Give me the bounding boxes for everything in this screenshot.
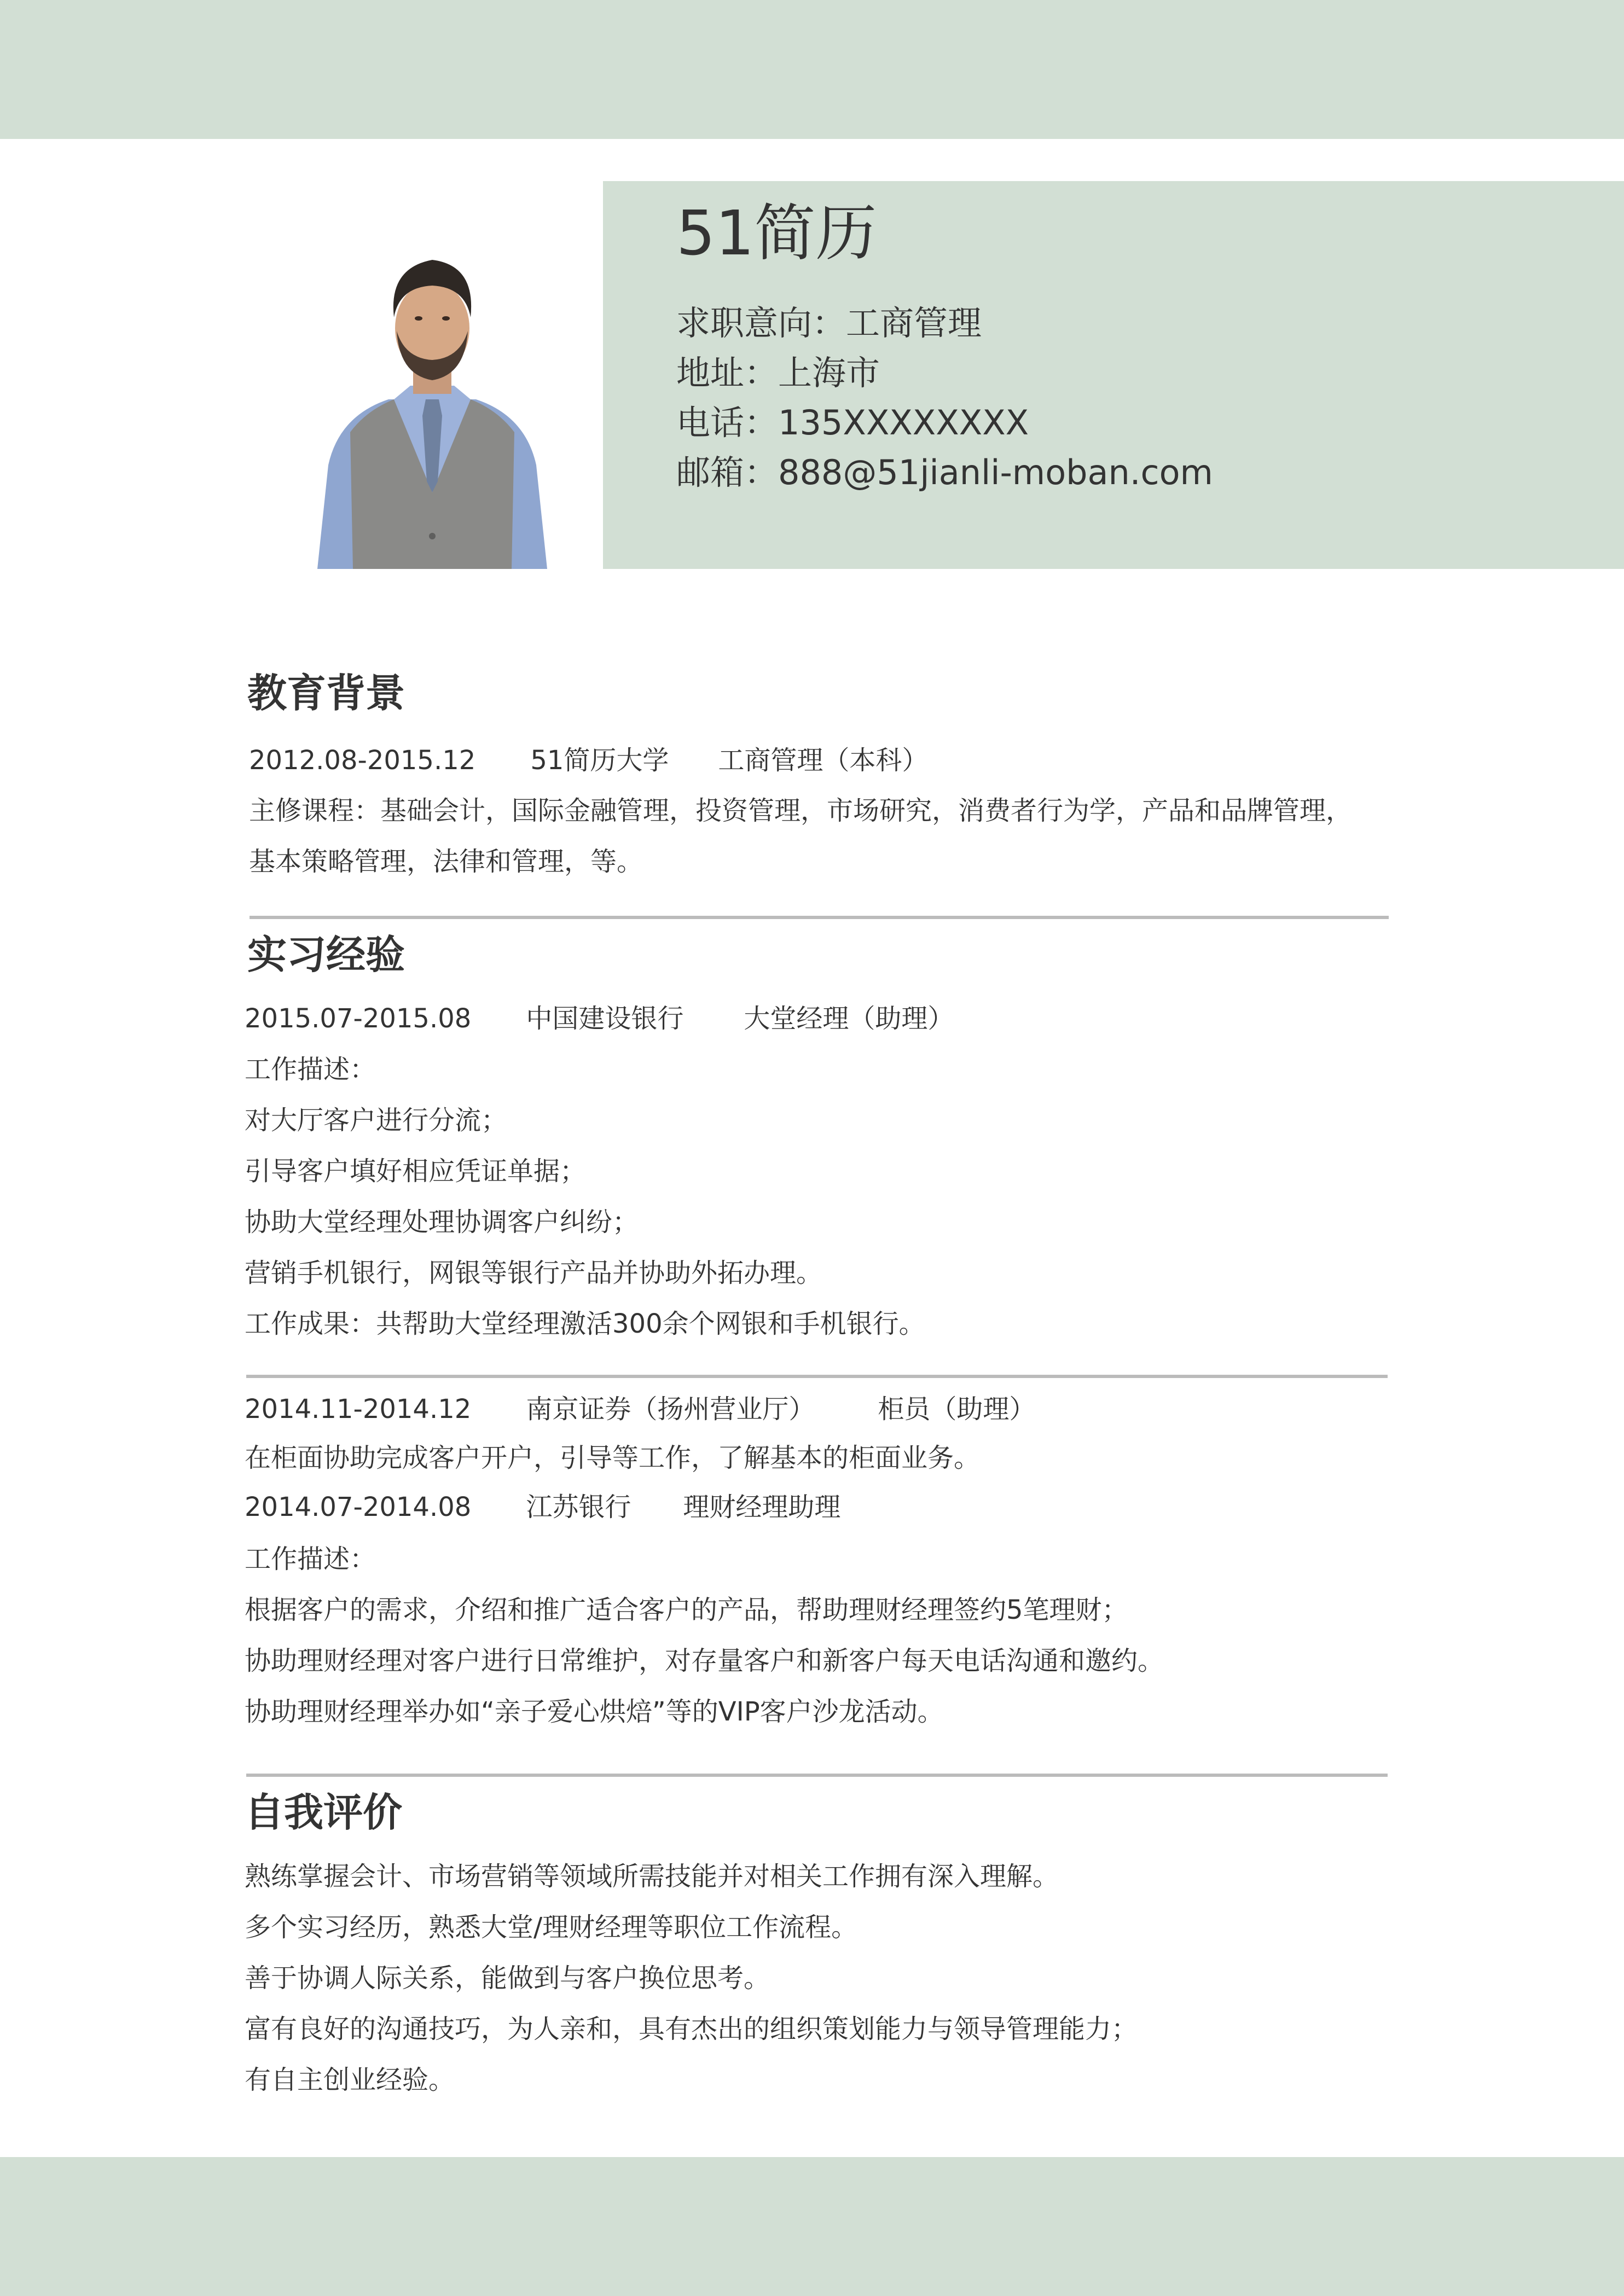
top-decor-band (0, 0, 1624, 139)
bottom-decor-band (0, 2157, 1624, 2296)
job-position: 柜员（助理） (878, 1394, 1036, 1425)
job-detail-line: 协助大堂经理处理协调客户纠纷； (245, 1207, 639, 1237)
job-detail-line: 引导客户填好相应凭证单据； (245, 1156, 587, 1187)
job-position: 理财经理助理 (683, 1492, 841, 1522)
self-evaluation-line: 有自主创业经验。 (245, 2065, 455, 2095)
phone-label: 电话： (676, 403, 779, 443)
job-period: 2015.07-2015.08 (245, 1003, 472, 1034)
job-header (245, 1393, 1035, 1426)
email-value: 888@51jianli-moban.com (778, 452, 1213, 492)
job-detail-line: 根据客户的需求，介绍和推广适合客户的产品，帮助理财经理签约5笔理财； (245, 1595, 1128, 1625)
phone-value: 135XXXXXXXX (778, 403, 1029, 443)
self-evaluation-line: 富有良好的沟通技巧，为人亲和，具有杰出的组织策划能力与领导管理能力； (245, 2014, 1138, 2044)
job-detail-line: 对大厅客户进行分流； (245, 1105, 508, 1136)
email (676, 447, 1213, 497)
education-major: 工商管理（本科） (718, 745, 929, 776)
internship-section-title: 实习经验 (247, 932, 405, 978)
education-section-title: 教育背景 (247, 670, 405, 716)
education-period: 2012.08-2015.12 (249, 745, 476, 776)
job-detail-line: 协助理财经理对客户进行日常维护，对存量客户和新客户每天电话沟通和邀约。 (245, 1646, 1164, 1676)
section-divider (250, 916, 1389, 919)
section-divider (246, 1774, 1388, 1777)
job-period: 2014.07-2014.08 (245, 1492, 472, 1522)
address (676, 348, 1213, 398)
job-divider (246, 1375, 1388, 1378)
address-label: 地址： (676, 353, 779, 393)
resume-name: 51简历 (676, 198, 877, 269)
job-intention (676, 298, 1213, 348)
self-evaluation-section-title: 自我评价 (245, 1789, 403, 1835)
job-detail-line: 工作描述： (245, 1054, 376, 1085)
job-detail-line: 工作成果：共帮助大堂经理激活300余个网银和手机银行。 (245, 1309, 925, 1339)
self-evaluation-line: 多个实习经历，熟悉大堂/理财经理等职位工作流程。 (245, 1912, 858, 1943)
job-header (245, 1491, 840, 1524)
job-intention-value: 工商管理 (846, 303, 982, 343)
education-courses-line-2: 基本策略管理，法律和管理，等。 (249, 846, 643, 877)
job-detail-line: 协助理财经理举办如“亲子爱心烘焙”等的VIP客户沙龙活动。 (245, 1696, 944, 1727)
self-evaluation-line: 熟练掌握会计、市场营销等领域所需技能并对相关工作拥有深入理解。 (245, 1861, 1059, 1892)
portrait-photo (306, 235, 558, 569)
job-header (245, 1002, 954, 1035)
job-position: 大堂经理（助理） (744, 1003, 954, 1034)
job-period: 2014.11-2014.12 (245, 1394, 472, 1425)
phone (676, 398, 1213, 447)
education-entry (249, 744, 928, 777)
job-detail-line: 在柜面协助完成客户开户，引导等工作，了解基本的柜面业务。 (245, 1443, 981, 1473)
job-detail-line: 工作描述： (245, 1544, 376, 1574)
self-evaluation-line: 善于协调人际关系，能做到与客户换位思考。 (245, 1963, 770, 1993)
job-company: 中国建设银行 (526, 1003, 684, 1034)
education-school: 51简历大学 (530, 745, 669, 776)
job-company: 南京证券（扬州营业厅） (526, 1394, 815, 1425)
address-value: 上海市 (778, 353, 880, 393)
education-courses-line-1: 主修课程：基础会计，国际金融管理，投资管理，市场研究，消费者行为学，产品和品牌管理， (249, 795, 1353, 826)
job-intention-label: 求职意向： (676, 303, 846, 343)
contact-info (676, 298, 1213, 497)
email-label: 邮箱： (676, 452, 779, 492)
job-company: 江苏银行 (526, 1492, 631, 1522)
job-detail-line: 营销手机银行，网银等银行产品并协助外拓办理。 (245, 1258, 823, 1288)
